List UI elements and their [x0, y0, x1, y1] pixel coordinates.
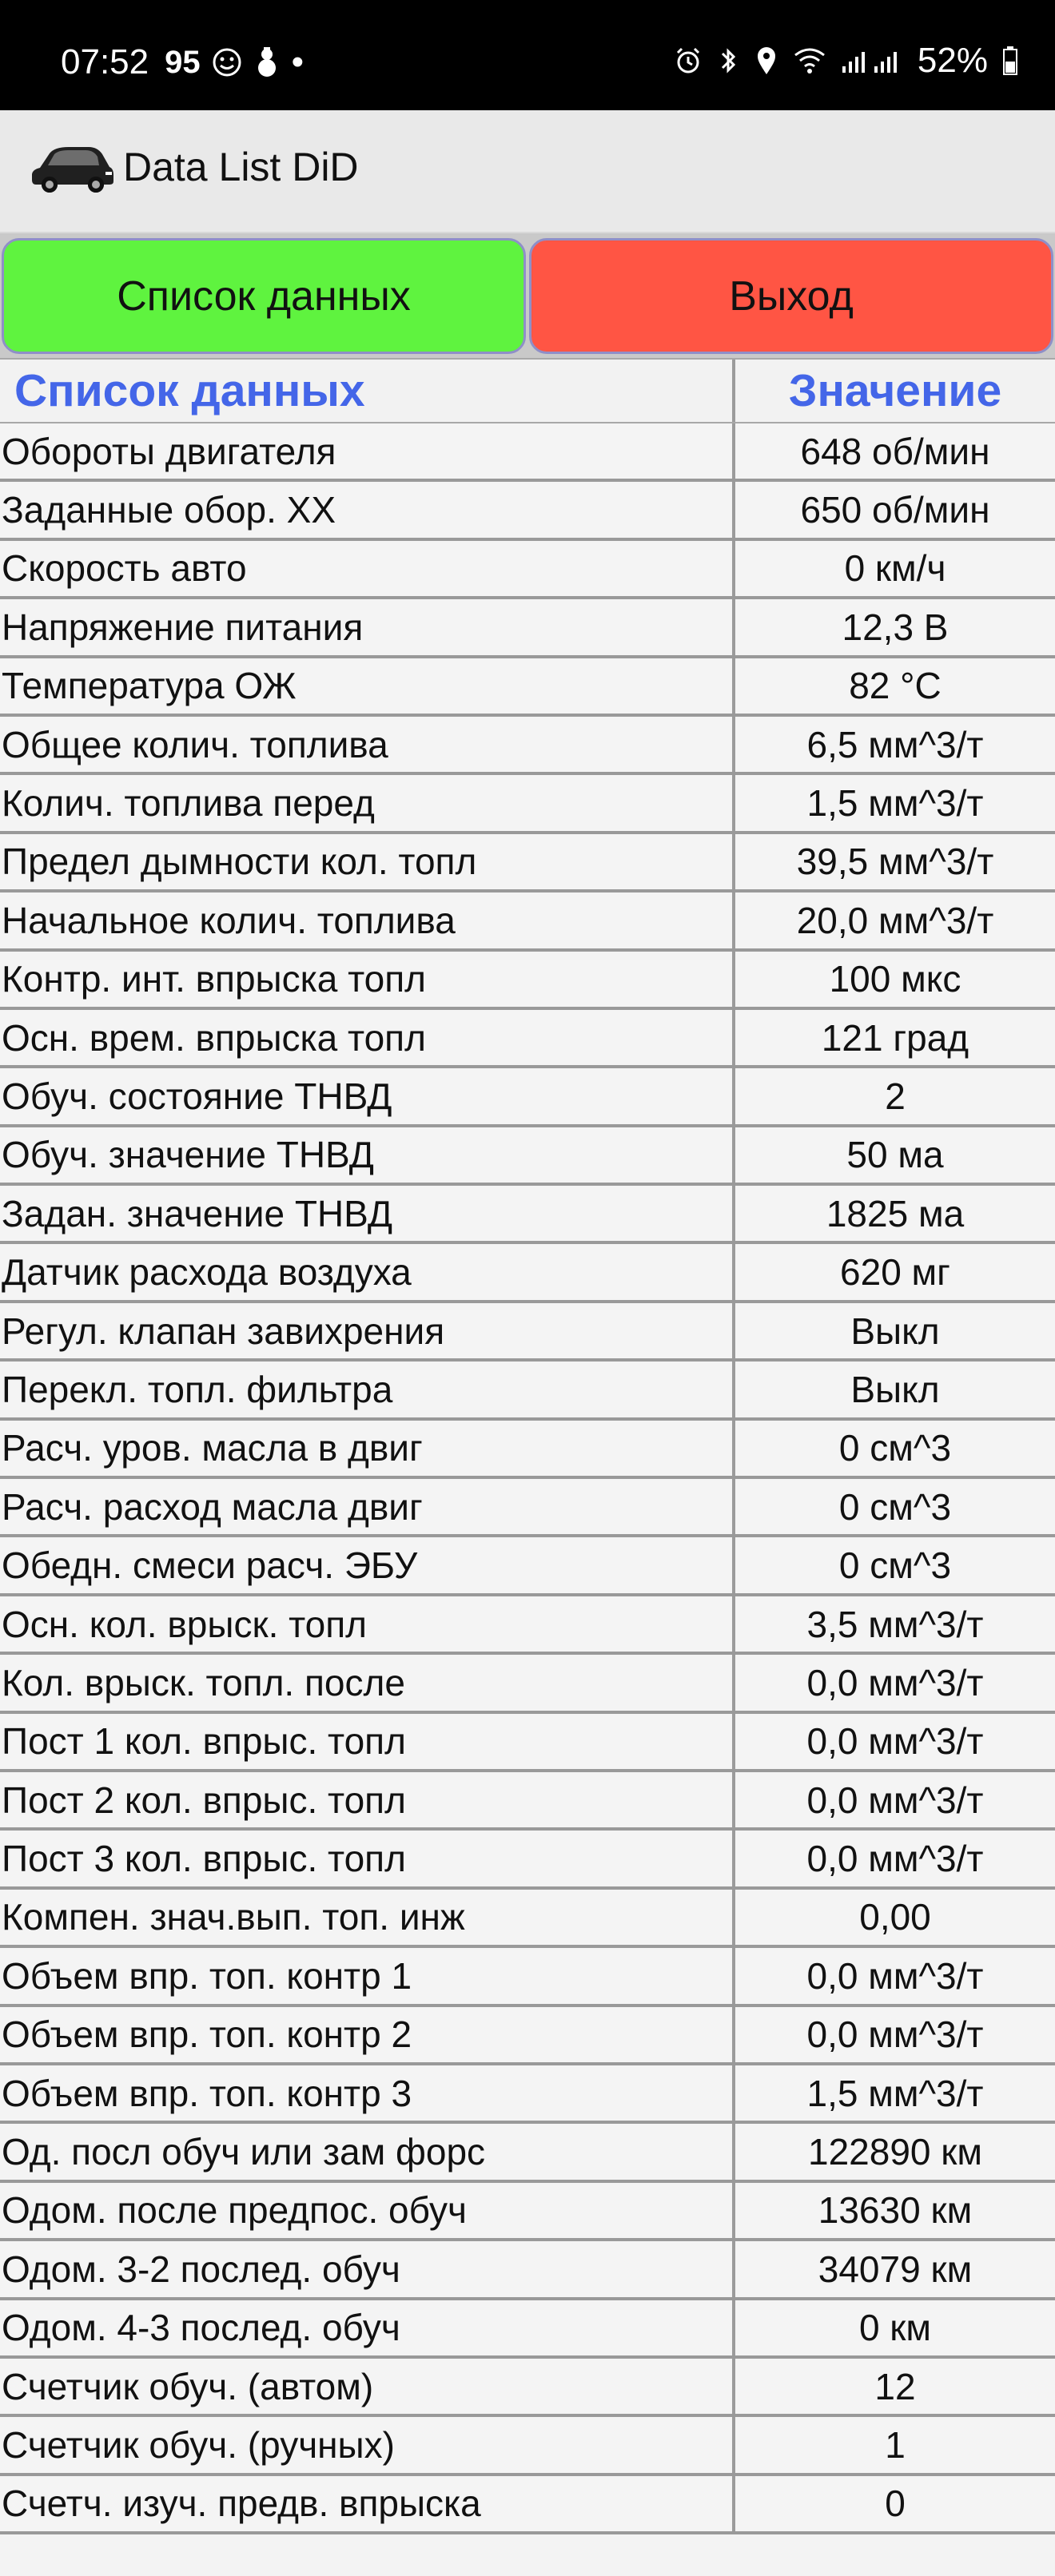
parameter-name: Контр. инт. впрыска топл [0, 952, 735, 1007]
parameter-name: Пост 3 кол. впрыс. топл [0, 1831, 735, 1886]
parameter-value: 650 об/мин [800, 489, 990, 531]
parameter-name: Начальное колич. топлива [0, 892, 735, 948]
parameter-value: 100 мкс [829, 958, 961, 1000]
parameter-name: Колич. топлива перед [0, 775, 735, 830]
parameter-value: 0 км [858, 2307, 932, 2349]
table-row [0, 482, 1055, 540]
parameter-value: 121 град [821, 1016, 969, 1059]
face-icon [212, 47, 242, 78]
parameter-name: Кол. врыск. топл. после [0, 1655, 735, 1710]
parameter-value: Выкл [850, 1368, 940, 1410]
table-row [0, 2300, 1055, 2359]
table-row [0, 1890, 1055, 1948]
table-row [0, 2476, 1055, 2534]
table-row [0, 1948, 1055, 2006]
parameter-name: Обуч. значение ТНВД [0, 1127, 735, 1183]
parameter-value: 0 [885, 2483, 906, 2525]
parameter-name: Перекл. топл. фильтра [0, 1362, 735, 1417]
parameter-name: Пост 2 кол. впрыс. топл [0, 1772, 735, 1827]
table-row [0, 1303, 1055, 1362]
table-row [0, 1010, 1055, 1068]
location-icon [754, 46, 778, 76]
table-row [0, 2124, 1055, 2182]
table-row [0, 717, 1055, 775]
parameter-value: 0,0 мм^3/т [806, 1661, 984, 1703]
table-row [0, 1479, 1055, 1537]
parameter-value: 3,5 мм^3/т [806, 1603, 984, 1645]
parameter-name: Регул. клапан завихрения [0, 1303, 735, 1358]
bluetooth-icon [718, 46, 740, 76]
parameter-name: Обедн. смеси расч. ЭБУ [0, 1537, 735, 1592]
parameter-name: Одом. после предпос. обуч [0, 2183, 735, 2238]
battery-icon [1002, 46, 1018, 76]
parameter-value: 0 см^3 [838, 1427, 952, 1469]
parameter-name: Температура ОЖ [0, 658, 735, 714]
data-list-button[interactable]: Список данных [2, 238, 526, 354]
parameter-value: 122890 км [807, 2131, 983, 2173]
parameter-value: 0,0 мм^3/т [806, 1720, 984, 1763]
parameter-name: Обороты двигателя [0, 423, 735, 479]
table-row [0, 2007, 1055, 2065]
parameter-name: Задан. значение ТНВД [0, 1186, 735, 1241]
parameter-name: Осн. кол. врыск. топл [0, 1596, 735, 1652]
table-row [0, 1362, 1055, 1420]
table-row [0, 658, 1055, 717]
parameter-value: 50 ма [846, 1134, 944, 1176]
table-row [0, 1244, 1055, 1302]
table-row [0, 834, 1055, 892]
status-dot: • [291, 42, 305, 81]
parameter-name: Скорость авто [0, 541, 735, 596]
parameter-value: 620 мг [840, 1251, 950, 1294]
parameter-name: Счетчик обуч. (автом) [0, 2359, 735, 2414]
data-table [0, 358, 1055, 2534]
table-row [0, 2417, 1055, 2475]
table-row [0, 1421, 1055, 1479]
exit-button[interactable]: Выход [529, 238, 1053, 354]
parameter-value: 0 см^3 [838, 1544, 952, 1587]
parameter-name: Предел дымности кол. топл [0, 834, 735, 889]
parameter-name: Обуч. состояние ТНВД [0, 1068, 735, 1123]
parameter-value: 12,3 В [842, 606, 949, 648]
parameter-value: 12 [874, 2365, 916, 2407]
parameter-name: Расч. уров. масла в двиг [0, 1421, 735, 1476]
parameter-value: 34079 км [818, 2248, 973, 2290]
table-body [0, 423, 1055, 2534]
parameter-name: Счетчик обуч. (ручных) [0, 2417, 735, 2472]
parameter-value: 13630 км [818, 2189, 973, 2232]
parameter-name: Расч. расход масла двиг [0, 1479, 735, 1534]
table-row [0, 952, 1055, 1010]
table-row [0, 2183, 1055, 2241]
parameter-value: 0,0 мм^3/т [806, 1954, 984, 1997]
parameter-name: Пост 1 кол. впрыс. топл [0, 1714, 735, 1769]
parameter-value: 82 °C [849, 665, 942, 707]
table-row [0, 1068, 1055, 1127]
app-title: Data List DiD [123, 145, 359, 189]
parameter-name: Объем впр. топ. контр 3 [0, 2065, 735, 2121]
table-row [0, 2241, 1055, 2300]
table-row [0, 2359, 1055, 2417]
table-row [0, 892, 1055, 951]
parameter-value: 648 об/мин [800, 430, 990, 472]
status-temperature: 95 [165, 45, 201, 80]
table-row [0, 1127, 1055, 1186]
column-header-value: Значение [788, 365, 1002, 416]
parameter-name: Одом. 4-3 послед. обуч [0, 2300, 735, 2355]
parameter-value: 0 см^3 [838, 1485, 952, 1528]
parameter-name: Датчик расхода воздуха [0, 1244, 735, 1299]
parameter-value: Выкл [850, 1310, 940, 1352]
parameter-value: 1 [885, 2423, 906, 2466]
parameter-name: Одом. 3-2 послед. обуч [0, 2241, 735, 2296]
parameter-name: Напряжение питания [0, 599, 735, 654]
column-header-name: Список данных [0, 360, 735, 422]
parameter-value: 0,00 [859, 1896, 931, 1938]
table-row [0, 1714, 1055, 1772]
status-bar [0, 0, 1055, 110]
parameter-value: 1,5 мм^3/т [806, 782, 984, 825]
status-left [61, 42, 305, 81]
parameter-value: 20,0 мм^3/т [796, 899, 994, 941]
app-header [0, 110, 1055, 233]
signal-icon [841, 47, 903, 74]
parameter-value: 0,0 мм^3/т [806, 1779, 984, 1821]
wifi-icon [793, 46, 826, 75]
car-icon [30, 141, 114, 193]
parameter-name: Счетч. изуч. предв. впрыска [0, 2476, 735, 2531]
parameter-value: 2 [885, 1075, 906, 1117]
button-bar [0, 233, 1055, 360]
parameter-value: 1825 ма [826, 1192, 965, 1234]
parameter-name: Заданные обор. XX [0, 482, 735, 537]
table-row [0, 599, 1055, 658]
status-time: 07:52 [61, 42, 149, 81]
parameter-name: Компен. знач.вып. топ. инж [0, 1890, 735, 1945]
table-row [0, 1772, 1055, 1831]
table-row [0, 2065, 1055, 2124]
parameter-value: 1,5 мм^3/т [806, 2072, 984, 2114]
parameter-value: 39,5 мм^3/т [796, 841, 994, 883]
table-row [0, 1831, 1055, 1889]
parameter-value: 0 км/ч [844, 547, 946, 590]
parameter-name: Осн. врем. впрыска топл [0, 1010, 735, 1065]
parameter-name: Од. посл обуч или зам форс [0, 2124, 735, 2179]
parameter-value: 0,0 мм^3/т [806, 1838, 984, 1880]
table-row [0, 1655, 1055, 1713]
table-row [0, 1537, 1055, 1596]
snowman-icon [253, 46, 281, 78]
alarm-icon [673, 46, 703, 76]
table-header [0, 358, 1055, 423]
parameter-name: Объем впр. топ. контр 2 [0, 2007, 735, 2062]
parameter-name: Объем впр. топ. контр 1 [0, 1948, 735, 2003]
status-right [673, 43, 1018, 78]
table-row [0, 1596, 1055, 1655]
table-row [0, 775, 1055, 833]
table-row [0, 423, 1055, 482]
table-row [0, 541, 1055, 599]
table-row [0, 1186, 1055, 1244]
parameter-name: Общее колич. топлива [0, 717, 735, 772]
parameter-value: 0,0 мм^3/т [806, 2013, 984, 2056]
parameter-value: 6,5 мм^3/т [806, 723, 984, 765]
battery-percent: 52% [917, 41, 988, 80]
